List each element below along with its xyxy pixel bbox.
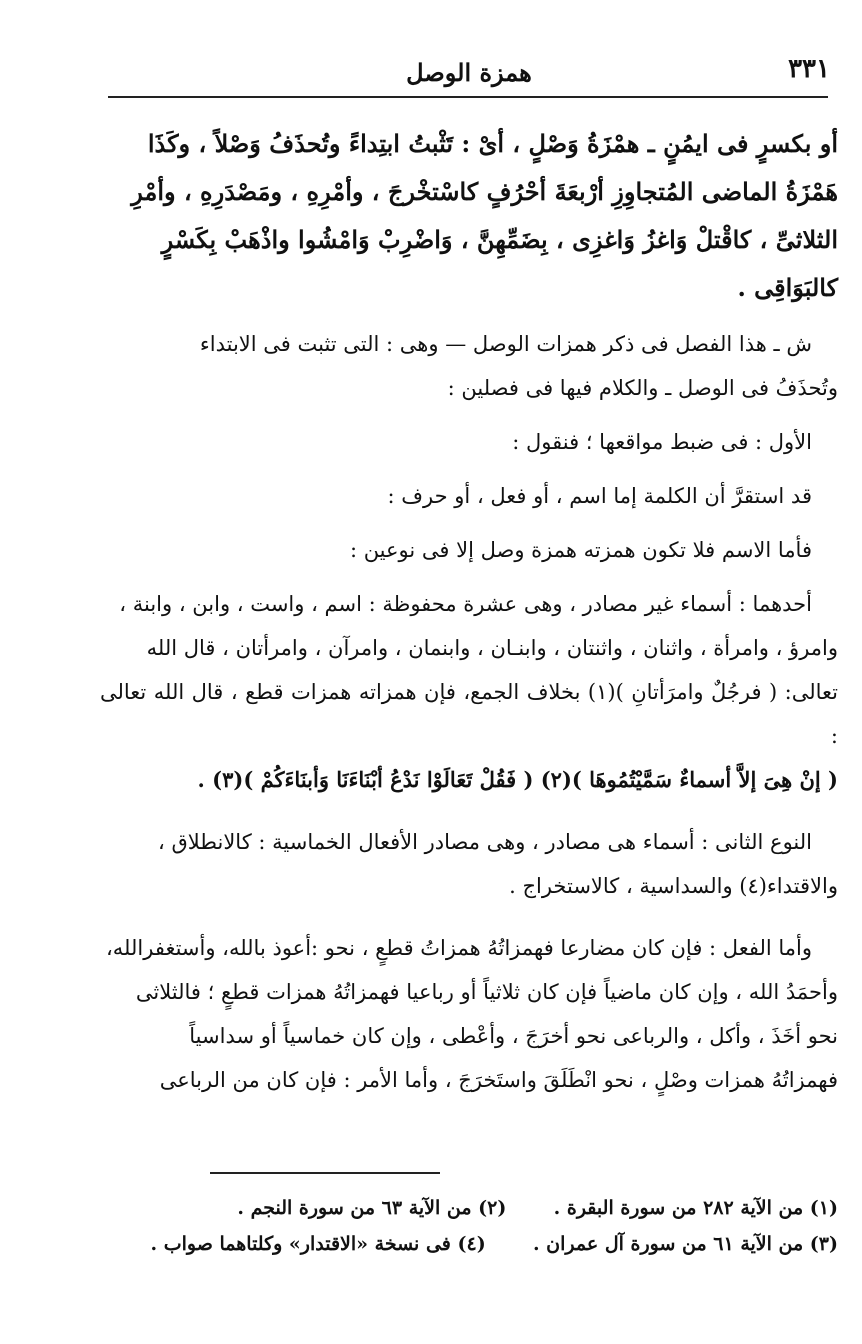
noun-types-statement: فأما الاسم فلا تكون همزته همزة وصل إلا فى نوعين : [349, 538, 812, 562]
footnote-1: (١) من الآية ٢٨٢ من سورة البقرة . [553, 1197, 838, 1219]
footnotes [100, 1190, 838, 1262]
sharh-line: وتُحذَفُ فى الوصل ـ والكلام فيها فى فصلين : [447, 376, 838, 400]
sharh-intro [100, 322, 838, 410]
second-type-paragraph [100, 820, 838, 908]
footnote-3: (٣) من الآية ٦١ من سورة آل عمران . [532, 1233, 838, 1255]
running-title: همزة الوصل [406, 58, 532, 87]
word-division-statement: قد استقرَّ أن الكلمة إما اسم ، أو فعل ، أو حرف : [387, 484, 812, 508]
matn-line: أو بكسرٍ فى ايمُنٍ ـ همْزَةُ وَصْلٍ ، أىْ : تَثْبتُ ابتِداءً وتُحذَفُ وَصْلاً ، وكَذَا [147, 129, 838, 158]
sharh-line: ش ـ هذا الفصل فى ذكر همزات الوصل — وهى : التى تثبت فى الابتداء [199, 332, 812, 356]
sharh-line: النوع الثانى : أسماء هى مصادر ، وهى مصادر الأفعال الخماسية : كالانطلاق ، [157, 830, 812, 854]
verb-paragraph [100, 926, 838, 1102]
matn-text [100, 120, 838, 312]
footnote-rule [210, 1172, 440, 1174]
matn-line: هَمْزَةُ الماضى المُتجاوِزِ أرْبعَةَ أحْرُفٍ كاسْتخْرجَ ، وأمْرِهِ ، ومَصْدَرِهِ ، وأمْرِ [131, 177, 838, 206]
footnote-2: (٢) من الآية ٦٣ من سورة النجم . [237, 1197, 507, 1219]
first-section-heading: الأول : فى ضبط مواقعها ؛ فنقول : [512, 430, 812, 454]
sharh-line: تعالى: ( فرجُلٌ وامرَأتانِ )(١) بخلاف الجمع، فإن همزاته همزات قطع ، قال الله تعالى : [100, 680, 838, 748]
body-text [100, 120, 838, 1102]
sharh-line: نحو أخَذَ ، وأكل ، والرباعى نحو أخرَجَ ، وأعْطى ، وإن كان خماسياً أو سداسياً [189, 1024, 838, 1048]
sharh-line: فهمزاتُهُ همزات وصْلٍ ، نحو انْطَلَقَ واستَخرَجَ ، وأما الأمر : فإن كان من الرباعى [159, 1068, 838, 1092]
quran-citation-line: ( إنْ هِىَ إلاَّ أسماءٌ سَمَّيْتُمُوهَا )(٢) ( فَقُلْ تَعَالَوْا نَدْعُ أبْنَاءَنَا وَأبنَاءَكُمْ )(٣) . [197, 767, 838, 792]
first-type-paragraph [100, 582, 838, 802]
page-header [100, 54, 838, 96]
header-rule [108, 96, 828, 98]
footnote-4: (٤) فى نسخة «الاقتدار» وكلتاهما صواب . [150, 1233, 486, 1255]
sharh-line: أحدهما : أسماء غير مصادر ، وهى عشرة محفوظة : اسم ، واست ، وابن ، وابنة ، [119, 592, 812, 616]
page-number: ٣٣١ [788, 54, 830, 84]
sharh-line: وأحمَدُ الله ، وإن كان ماضياً فإن كان ثلاثياً أو رباعيا فهمزاتُهُ همزات قطعٍ ؛ فالثلاثى [135, 980, 838, 1004]
footnote-line [100, 1226, 838, 1262]
matn-line: كالبَوَاقِى . [737, 273, 838, 302]
sharh-line: وأما الفعل : فإن كان مضارعا فهمزاتُهُ همزاتُ قطعٍ ، نحو :أعوذ بالله، وأستغفرالله، [106, 936, 812, 960]
sharh-line: والاقتداء(٤) والسداسية ، كالاستخراج . [509, 874, 838, 898]
sharh-line: وامرؤ ، وامرأة ، واثنان ، واثنتان ، وابنـان ، وابنمان ، وامرآن ، وامرأتان ، قال الله [146, 636, 838, 660]
footnote-line [100, 1190, 838, 1226]
matn-line: الثلاثىِّ ، كاقْتلْ وَاغزُ وَاغزِى ، بِضَمِّهِنَّ ، وَاضْرِبْ وَامْشُوا واذْهَبْ بِكَسْرٍ [161, 225, 838, 254]
